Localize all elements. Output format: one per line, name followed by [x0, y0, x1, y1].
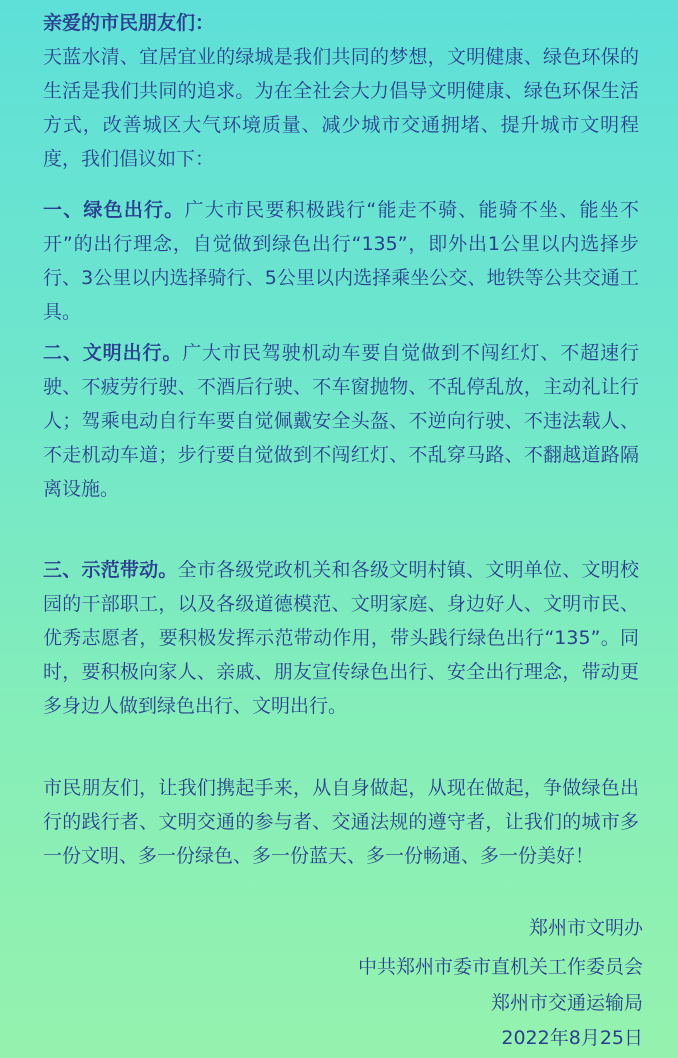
- closing-paragraph: 市民朋友们，让我们携起手来，从自身做起，从现在做起，争做绿色出行的践行者、文明交通的参与者、交通法规的遵守者，让我们的城市多一份文明、多一份绿色、多一份蓝天、多一份畅通、多一份美好！: [43, 777, 639, 867]
- signature-civilization-office: 郑州市文明办: [528, 917, 643, 939]
- section-heading: 一、绿色出行。: [43, 199, 185, 221]
- section-body: 广大市民驾驶机动车要自觉做到不闯红灯、不超速行驶、不疲劳行驶、不酒后行驶、不车窗抛物、不乱停乱放，主动礼让行人；驾乘电动自行车要自觉佩戴安全头盔、不逆向行驶、不违法载人、不走机动车道；步行要自觉做到不闯红灯、不乱穿马路、不翻越道路隔离设施。: [43, 342, 639, 500]
- greeting-heading: 亲爱的市民朋友们：: [43, 12, 215, 34]
- signature-transport-bureau: 郑州市交通运输局: [490, 992, 643, 1014]
- section-civilized-travel: [43, 336, 639, 506]
- intro-paragraph: 天蓝水清、宜居宜业的绿城是我们共同的梦想，文明健康、绿色环保的生活是我们共同的追求。为在全社会大力倡导文明健康、绿色环保生活方式，改善城区大气环境质量、减少城市交通拥堵、提升城市文明程度，我们倡议如下：: [43, 46, 639, 170]
- document-date: 2022年8月25日: [501, 1027, 643, 1049]
- section-heading: 二、文明出行。: [43, 342, 183, 364]
- section-body: 全市各级党政机关和各级文明村镇、文明单位、文明校园的干部职工，以及各级道德模范、文明家庭、身边好人、文明市民、优秀志愿者，要积极发挥示范带动作用，带头践行绿色出行“135”。同时，要积极向家人、亲戚、朋友宣传绿色出行、安全出行理念，带动更多身边人做到绿色出行、文明出行。: [43, 559, 639, 717]
- section-body: 广大市民要积极践行“能走不骑、能骑不坐、能坐不开”的出行理念，自觉做到绿色出行“135”，即外出1公里以内选择步行、3公里以内选择骑行、5公里以内选择乘坐公交、地铁等公共交通工具。: [43, 199, 639, 323]
- section-heading: 三、示范带动。: [43, 559, 178, 581]
- signature-party-committee: 中共郑州市委市直机关工作委员会: [357, 956, 643, 978]
- section-demonstration: [43, 553, 639, 723]
- section-green-travel: [43, 193, 639, 329]
